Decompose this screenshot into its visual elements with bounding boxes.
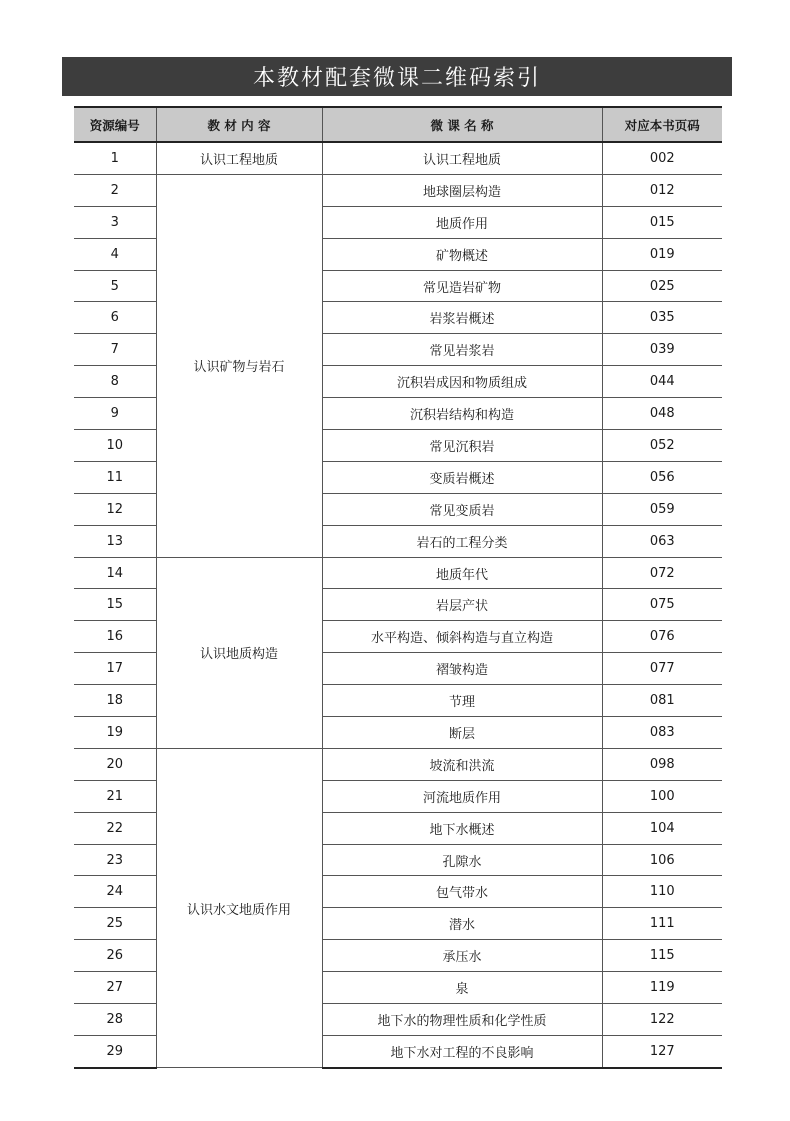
microlesson-name-cell: 岩层产状 xyxy=(322,589,602,621)
resource-id-cell: 4 xyxy=(74,238,156,270)
page-number-cell: 122 xyxy=(602,1004,722,1036)
microlesson-name-cell: 常见造岩矿物 xyxy=(322,270,602,302)
resource-id-cell: 5 xyxy=(74,270,156,302)
page-number-cell: 119 xyxy=(602,972,722,1004)
page-number-cell: 002 xyxy=(602,142,722,174)
resource-id-cell: 21 xyxy=(74,780,156,812)
microlesson-name-cell: 节理 xyxy=(322,685,602,717)
page-number-cell: 052 xyxy=(602,430,722,462)
microlesson-name-cell: 地下水对工程的不良影响 xyxy=(322,1035,602,1067)
page-number-cell: 111 xyxy=(602,908,722,940)
page-number-cell: 081 xyxy=(602,685,722,717)
microlesson-name-cell: 河流地质作用 xyxy=(322,780,602,812)
resource-id-cell: 18 xyxy=(74,685,156,717)
resource-id-cell: 10 xyxy=(74,430,156,462)
resource-id-cell: 16 xyxy=(74,621,156,653)
table-row xyxy=(74,142,722,174)
table-body xyxy=(74,142,722,1068)
microlesson-name-cell: 坡流和洪流 xyxy=(322,748,602,780)
page-title: 本教材配套微课二维码索引 xyxy=(62,57,732,96)
content-cell: 认识工程地质 xyxy=(156,142,322,174)
page-number-cell: 039 xyxy=(602,334,722,366)
microlesson-name-cell: 包气带水 xyxy=(322,876,602,908)
resource-id-cell: 19 xyxy=(74,717,156,749)
resource-id-cell: 7 xyxy=(74,334,156,366)
microlesson-name-cell: 褶皱构造 xyxy=(322,653,602,685)
page-number-cell: 100 xyxy=(602,780,722,812)
resource-id-cell: 9 xyxy=(74,398,156,430)
page-number-cell: 063 xyxy=(602,525,722,557)
content-cell: 认识水文地质作用 xyxy=(156,748,322,1067)
page-number-cell: 104 xyxy=(602,812,722,844)
resource-id-cell: 8 xyxy=(74,366,156,398)
microlesson-name-cell: 地质年代 xyxy=(322,557,602,589)
microlesson-name-cell: 矿物概述 xyxy=(322,238,602,270)
microlesson-name-cell: 沉积岩成因和物质组成 xyxy=(322,366,602,398)
qr-index-table xyxy=(74,106,722,1069)
page-number-cell: 015 xyxy=(602,206,722,238)
page-number-cell: 035 xyxy=(602,302,722,334)
page-number-cell: 076 xyxy=(602,621,722,653)
content-cell: 认识地质构造 xyxy=(156,557,322,748)
table-row xyxy=(74,748,722,780)
header-page-number: 对应本书页码 xyxy=(602,107,722,142)
resource-id-cell: 14 xyxy=(74,557,156,589)
page-number-cell: 019 xyxy=(602,238,722,270)
page-number-cell: 012 xyxy=(602,174,722,206)
resource-id-cell: 13 xyxy=(74,525,156,557)
resource-id-cell: 3 xyxy=(74,206,156,238)
microlesson-name-cell: 地下水的物理性质和化学性质 xyxy=(322,1004,602,1036)
page-number-cell: 077 xyxy=(602,653,722,685)
resource-id-cell: 28 xyxy=(74,1004,156,1036)
resource-id-cell: 24 xyxy=(74,876,156,908)
microlesson-name-cell: 常见岩浆岩 xyxy=(322,334,602,366)
table-header-row xyxy=(74,107,722,142)
resource-id-cell: 1 xyxy=(74,142,156,174)
page-number-cell: 075 xyxy=(602,589,722,621)
microlesson-name-cell: 岩石的工程分类 xyxy=(322,525,602,557)
microlesson-name-cell: 地球圈层构造 xyxy=(322,174,602,206)
microlesson-name-cell: 地下水概述 xyxy=(322,812,602,844)
resource-id-cell: 20 xyxy=(74,748,156,780)
page-number-cell: 048 xyxy=(602,398,722,430)
microlesson-name-cell: 潜水 xyxy=(322,908,602,940)
microlesson-name-cell: 承压水 xyxy=(322,940,602,972)
microlesson-name-cell: 认识工程地质 xyxy=(322,142,602,174)
resource-id-cell: 22 xyxy=(74,812,156,844)
resource-id-cell: 15 xyxy=(74,589,156,621)
page-number-cell: 098 xyxy=(602,748,722,780)
table-row xyxy=(74,557,722,589)
table-row xyxy=(74,174,722,206)
resource-id-cell: 11 xyxy=(74,461,156,493)
microlesson-name-cell: 常见变质岩 xyxy=(322,493,602,525)
resource-id-cell: 26 xyxy=(74,940,156,972)
microlesson-name-cell: 常见沉积岩 xyxy=(322,430,602,462)
page-number-cell: 106 xyxy=(602,844,722,876)
page-number-cell: 083 xyxy=(602,717,722,749)
page-number-cell: 025 xyxy=(602,270,722,302)
microlesson-name-cell: 沉积岩结构和构造 xyxy=(322,398,602,430)
page-number-cell: 056 xyxy=(602,461,722,493)
resource-id-cell: 12 xyxy=(74,493,156,525)
page-number-cell: 072 xyxy=(602,557,722,589)
microlesson-name-cell: 水平构造、倾斜构造与直立构造 xyxy=(322,621,602,653)
resource-id-cell: 17 xyxy=(74,653,156,685)
content-cell: 认识矿物与岩石 xyxy=(156,174,322,557)
resource-id-cell: 27 xyxy=(74,972,156,1004)
microlesson-name-cell: 变质岩概述 xyxy=(322,461,602,493)
microlesson-name-cell: 泉 xyxy=(322,972,602,1004)
header-resource-id: 资源编号 xyxy=(74,107,156,142)
resource-id-cell: 29 xyxy=(74,1035,156,1067)
microlesson-name-cell: 断层 xyxy=(322,717,602,749)
microlesson-name-cell: 岩浆岩概述 xyxy=(322,302,602,334)
header-microlesson-name: 微 课 名 称 xyxy=(322,107,602,142)
resource-id-cell: 2 xyxy=(74,174,156,206)
page-number-cell: 044 xyxy=(602,366,722,398)
page-number-cell: 110 xyxy=(602,876,722,908)
resource-id-cell: 25 xyxy=(74,908,156,940)
page-number-cell: 127 xyxy=(602,1035,722,1067)
header-content: 教 材 内 容 xyxy=(156,107,322,142)
microlesson-name-cell: 孔隙水 xyxy=(322,844,602,876)
resource-id-cell: 23 xyxy=(74,844,156,876)
page-number-cell: 115 xyxy=(602,940,722,972)
page-number-cell: 059 xyxy=(602,493,722,525)
microlesson-name-cell: 地质作用 xyxy=(322,206,602,238)
resource-id-cell: 6 xyxy=(74,302,156,334)
